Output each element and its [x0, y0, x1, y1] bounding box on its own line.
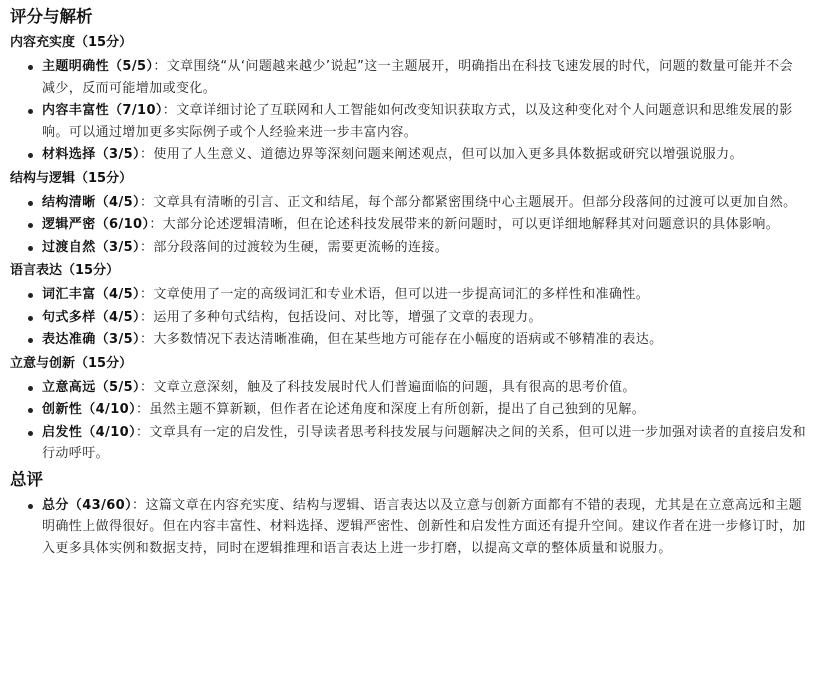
section-heading-language: 语言表达（15分） [10, 263, 120, 278]
list-item [42, 100, 812, 143]
section-heading-content: 内容充实度（15分） [10, 35, 133, 50]
item-text: 文章具有一定的启发性，引导读者思考科技发展与问题解决之间的关系，但可以进一步加强对读者的直接启发和行动呼吁。 [42, 424, 806, 461]
section-list-innovation [10, 377, 812, 465]
item-separator: ： [132, 497, 146, 513]
list-item [42, 192, 812, 214]
item-text: 文章详细讨论了互联网和人工智能如何改变知识获取方式，以及这种变化对个人问题意识和思维发展的影响。可以通过增加更多实际例子或个人经验来进一步丰富内容。 [42, 103, 793, 140]
list-item [42, 495, 812, 560]
list-item [42, 329, 812, 351]
list-item [42, 422, 812, 465]
section-list-structure [10, 192, 812, 259]
item-term: 表达准确（3/5） [42, 332, 140, 347]
item-separator: ： [162, 103, 177, 118]
item-term: 逻辑严密（6/10） [42, 217, 150, 232]
item-term: 启发性（4/10） [42, 424, 136, 440]
summary-list [10, 495, 812, 560]
item-separator: ： [139, 379, 154, 395]
item-separator: ： [135, 402, 150, 417]
list-item [42, 214, 812, 236]
item-text: 大多数情况下表达清晰准确，但在某些地方可能存在小幅度的语病或不够精准的表达。 [153, 332, 663, 347]
item-separator: ： [139, 309, 154, 325]
item-term: 内容丰富性（7/10） [42, 103, 163, 118]
item-text: 虽然主题不算新颖，但作者在论述角度和深度上有所创新，提出了自己独到的见解。 [149, 402, 646, 417]
item-text: 使用了人生意义、道德边界等深刻问题来阐述观点，但可以加入更多具体数据或研究以增强说服力。 [153, 147, 743, 162]
item-text: 文章具有清晰的引言、正文和结尾，每个部分都紧密围绕中心主题展开。但部分段落间的过渡可以更加自然。 [153, 194, 797, 210]
page-title: 评分与解析 [10, 7, 93, 26]
item-separator: ： [139, 194, 154, 210]
item-separator: ： [149, 217, 163, 232]
item-separator: ： [139, 287, 154, 302]
item-separator: ： [135, 424, 150, 440]
summary-title: 总评 [10, 469, 43, 489]
item-term: 材料选择（3/5） [42, 147, 140, 162]
item-text: 运用了多种句式结构，包括设问、对比等，增强了文章的表现力。 [153, 309, 542, 325]
list-item [42, 56, 812, 99]
section-list-content [10, 56, 812, 166]
section-heading-innovation: 立意与创新（15分） [10, 355, 133, 371]
item-text: 这篇文章在内容充实度、结构与逻辑、语言表达以及立意与创新方面都有不错的表现，尤其是在立意高远和主题明确性上做得很好。但在内容丰富性、材料选择、逻辑严密性、创新性和启发性方面还有提升空间。建议作者在进一步修订时，加入更多具体实例和数据支持，同时在逻辑推理和语言表达上进一步打磨，以提高文章的整体质量和说服力。 [42, 497, 806, 556]
item-separator: ： [139, 332, 154, 347]
list-item [42, 399, 812, 421]
item-separator: ： [153, 59, 167, 74]
item-term: 过渡自然（3/5） [42, 239, 140, 255]
item-separator: ： [139, 147, 154, 162]
item-term: 立意高远（5/5） [42, 379, 140, 395]
list-item [42, 284, 812, 306]
section-heading-structure: 结构与逻辑（15分） [10, 170, 133, 186]
item-text: 文章立意深刻，触及了科技发展时代人们普遍面临的问题，具有很高的思考价值。 [153, 379, 636, 395]
item-term: 主题明确性（5/5） [42, 59, 154, 74]
list-item [42, 307, 812, 329]
item-text: 文章使用了一定的高级词汇和专业术语，但可以进一步提高词汇的多样性和准确性。 [153, 287, 650, 302]
item-term: 句式多样（4/5） [42, 309, 140, 325]
section-list-language [10, 284, 812, 351]
list-item [42, 237, 812, 259]
item-term: 总分（43/60） [42, 497, 133, 513]
item-term: 结构清晰（4/5） [42, 194, 140, 210]
list-item [42, 377, 812, 399]
item-text: 部分段落间的过渡较为生硬，需要更流畅的连接。 [153, 239, 449, 255]
list-item [42, 144, 812, 166]
item-term: 词汇丰富（4/5） [42, 287, 140, 302]
item-text: 大部分论述逻辑清晰，但在论述科技发展带来的新问题时，可以更详细地解释其对问题意识的具体影响。 [162, 217, 780, 232]
item-text: 文章围绕“从‘问题越来越少’说起”这一主题展开，明确指出在科技飞速发展的时代，问题的数量可能并不会减少，反而可能增加或变化。 [42, 59, 794, 96]
item-separator: ： [139, 239, 154, 255]
item-term: 创新性（4/10） [42, 402, 136, 417]
